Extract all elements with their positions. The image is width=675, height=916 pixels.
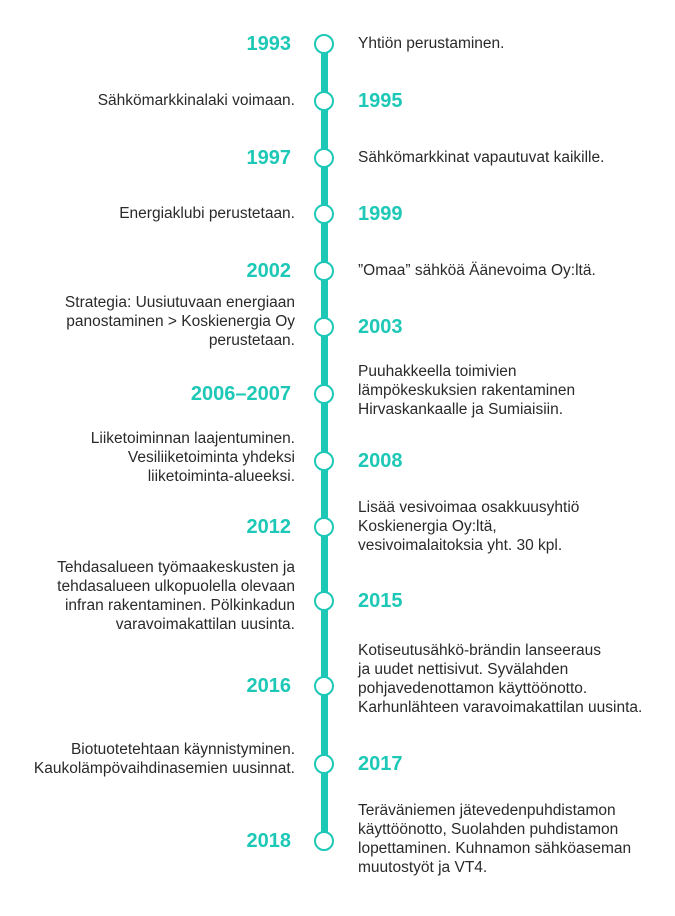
- event-description: Kotiseutusähkö-brändin lanseeraus ja uudet nettisivut. Syvälahden pohjavedenottamon käyttöönotto. Karhunlähteen varavoimakattilan uusinta.: [358, 642, 643, 716]
- event-description: Teräväniemen jätevedenpuhdistamon käyttöönotto, Suolahden puhdistamon lopettaminen. Kuhnamon sähköaseman muutostyöt ja VT4.: [358, 802, 632, 876]
- event-description: Lisää vesivoimaa osakkuusyhtiö Koskienergia Oy:ltä, vesivoimalaitoksia yht. 30 kpl.: [358, 499, 580, 554]
- timeline-marker: [314, 831, 334, 851]
- timeline-marker: [314, 754, 334, 774]
- event-description: Strategia: Uusiutuvaan energiaan panostaminen > Koskienergia Oy perustetaan.: [64, 294, 295, 349]
- event-year: 2008: [358, 450, 403, 472]
- event-description: Biotuotetehtaan käynnistyminen. Kaukolämpövaihdinasemien uusinnat.: [33, 741, 295, 777]
- timeline-marker: [314, 34, 334, 54]
- event-description: Tehdasalueen työmaakeskusten ja tehdasalueen ulkopuolella olevaan infran rakentaminen. Pölkinkadun varavoimakattilan uusinta.: [57, 559, 295, 633]
- timeline-marker: [314, 384, 334, 404]
- timeline-marker: [314, 591, 334, 611]
- event-year: 2002: [246, 260, 291, 282]
- event-year: 1997: [246, 147, 291, 169]
- timeline-marker: [314, 91, 334, 111]
- event-description: Yhtiön perustaminen.: [358, 35, 505, 52]
- timeline-marker: [314, 676, 334, 696]
- event-year: 2016: [246, 675, 291, 697]
- timeline-marker: [314, 148, 334, 168]
- timeline-marker: [314, 317, 334, 337]
- timeline-marker: [314, 261, 334, 281]
- event-year: 1995: [358, 90, 403, 112]
- event-description: Sähkömarkkinat vapautuvat kaikille.: [358, 149, 605, 166]
- event-description: Puuhakkeella toimivien lämpökeskuksien rakentaminen Hirvaskankaalle ja Sumiaisiin.: [358, 363, 576, 418]
- event-year: 1999: [358, 203, 403, 225]
- event-year: 2006–2007: [190, 383, 291, 405]
- timeline-marker: [314, 451, 334, 471]
- event-year: 2015: [358, 590, 403, 612]
- event-year: 2003: [358, 316, 403, 338]
- event-description: Energiaklubi perustetaan.: [119, 205, 295, 222]
- event-description: Liiketoiminnan laajentuminen. Vesiliiketoiminta yhdeksi liiketoiminta-alueeksi.: [90, 430, 295, 485]
- event-year: 2017: [358, 753, 403, 775]
- timeline-marker: [314, 204, 334, 224]
- timeline-marker: [314, 517, 334, 537]
- event-year: 2012: [246, 516, 291, 538]
- event-description: Sähkömarkkinalaki voimaan.: [97, 92, 295, 109]
- event-description: ”Omaa” sähköä Äänevoima Oy:ltä.: [358, 262, 596, 279]
- event-year: 2018: [246, 830, 291, 852]
- event-year: 1993: [246, 33, 291, 55]
